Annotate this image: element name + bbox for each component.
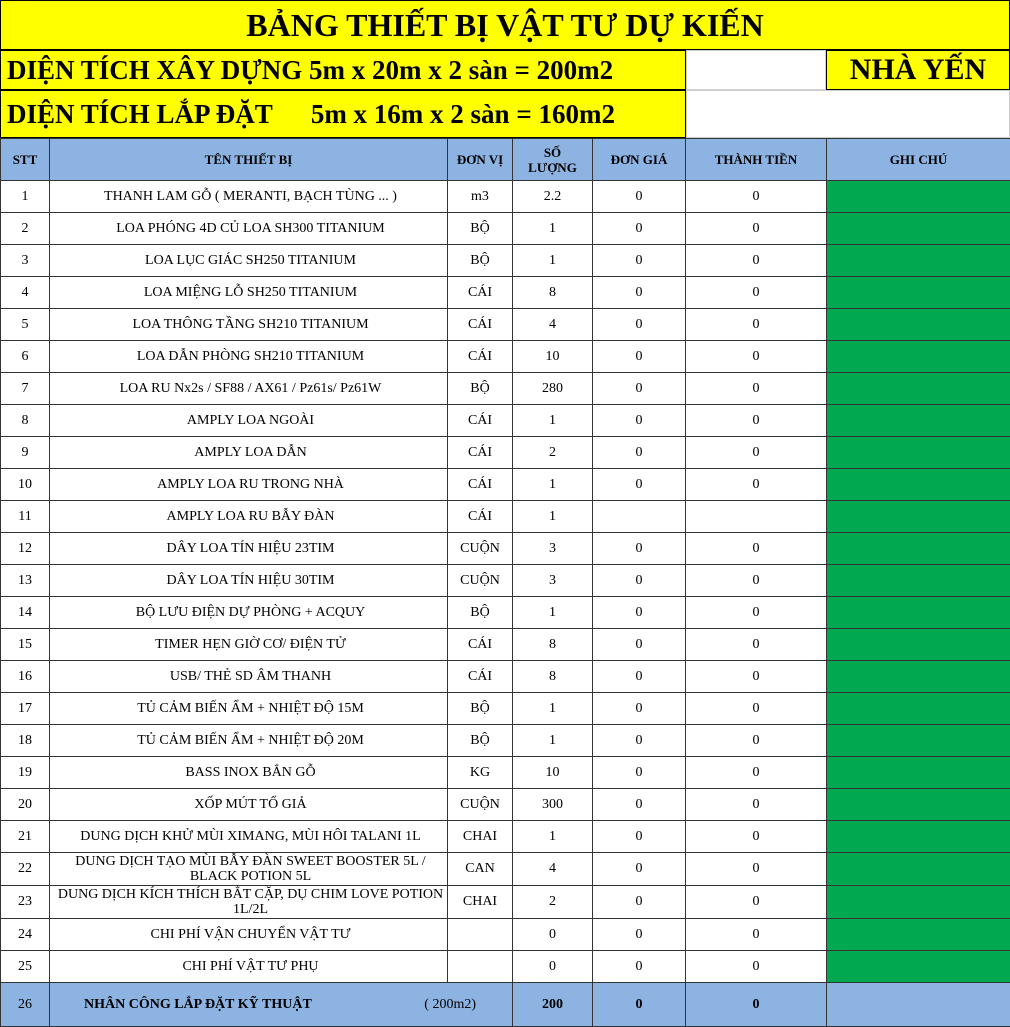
cell-name: TỦ CẢM BIẾN ẨM + NHIỆT ĐỘ 15M (50, 693, 448, 725)
cell-stt: 6 (1, 341, 50, 373)
cell-total: 0 (686, 629, 827, 661)
labor-name: NHÂN CÔNG LẮP ĐẶT KỸ THUẬT (84, 997, 312, 1013)
table-row (1, 277, 1010, 309)
cell-note (827, 181, 1010, 213)
table-row (1, 213, 1010, 245)
cell-qty: 280 (513, 373, 593, 405)
cell-name: BASS INOX BẮN GỖ (50, 757, 448, 789)
table-row (1, 757, 1010, 789)
cell-name: CHI PHÍ VẬT TƯ PHỤ (50, 951, 448, 983)
cell-name: AMPLY LOA RU BẪY ĐÀN (50, 501, 448, 533)
cell-total: 0 (686, 983, 827, 1027)
table-row (1, 469, 1010, 501)
cell-name: DÂY LOA TÍN HIỆU 30TIM (50, 565, 448, 597)
cell-note (827, 789, 1010, 821)
cell-qty: 8 (513, 629, 593, 661)
empty-cell (686, 50, 826, 90)
column-header-name: TÊN THIẾT BỊ (50, 139, 448, 181)
table-row (1, 597, 1010, 629)
cell-price: 0 (593, 725, 686, 757)
table-row (1, 919, 1010, 951)
table-row (1, 789, 1010, 821)
cell-price: 0 (593, 661, 686, 693)
cell-total: 0 (686, 245, 827, 277)
cell-unit: BỘ (448, 213, 513, 245)
cell-note (827, 661, 1010, 693)
cell-total: 0 (686, 405, 827, 437)
cell-name: USB/ THẺ SD ÂM THANH (50, 661, 448, 693)
cell-qty: 10 (513, 341, 593, 373)
cell-stt: 11 (1, 501, 50, 533)
cell-total: 0 (686, 821, 827, 853)
cell-note (827, 437, 1010, 469)
cell-note (827, 983, 1010, 1027)
cell-name: TỦ CẢM BIẾN ẨM + NHIỆT ĐỘ 20M (50, 725, 448, 757)
cell-name: DUNG DỊCH TẠO MÙI BẪY ĐÀN SWEET BOOSTER 5L / BLACK POTION 5L (50, 853, 448, 886)
cell-price: 0 (593, 951, 686, 983)
cell-price: 0 (593, 213, 686, 245)
cell-note (827, 757, 1010, 789)
cell-stt: 7 (1, 373, 50, 405)
column-header-qty: SỐ LƯỢNG (513, 139, 593, 181)
cell-unit: CHAI (448, 821, 513, 853)
cell-price: 0 (593, 437, 686, 469)
cell-price: 0 (593, 919, 686, 951)
cell-price: 0 (593, 886, 686, 919)
cell-stt: 10 (1, 469, 50, 501)
table-row (1, 661, 1010, 693)
cell-price: 0 (593, 277, 686, 309)
cell-total: 0 (686, 565, 827, 597)
cell-stt: 14 (1, 597, 50, 629)
cell-price: 0 (593, 405, 686, 437)
cell-total: 0 (686, 597, 827, 629)
column-header-total: THÀNH TIỀN (686, 139, 827, 181)
cell-qty: 4 (513, 853, 593, 886)
table-row (1, 629, 1010, 661)
cell-note (827, 405, 1010, 437)
cell-note (827, 725, 1010, 757)
table-row (1, 886, 1010, 919)
equipment-table (0, 138, 1010, 1027)
labor-area: ( 200m2) (424, 997, 476, 1013)
cell-stt: 18 (1, 725, 50, 757)
cell-unit: CÁI (448, 405, 513, 437)
install-area (0, 90, 686, 138)
cell-total: 0 (686, 373, 827, 405)
table-row (1, 181, 1010, 213)
cell-qty: 2 (513, 886, 593, 919)
cell-note (827, 951, 1010, 983)
column-header-note: GHI CHÚ (827, 139, 1010, 181)
cell-name: CHI PHÍ VẬN CHUYỂN VẬT TƯ (50, 919, 448, 951)
table-row (1, 341, 1010, 373)
table-row (1, 373, 1010, 405)
cell-name: AMPLY LOA DẪN (50, 437, 448, 469)
cell-note (827, 886, 1010, 919)
cell-qty: 1 (513, 405, 593, 437)
cell-price: 0 (593, 309, 686, 341)
table-row (1, 501, 1010, 533)
cell-stt: 8 (1, 405, 50, 437)
cell-price: 0 (593, 789, 686, 821)
table-row (1, 725, 1010, 757)
cell-name: DUNG DỊCH KÍCH THÍCH BẮT CẶP, DỤ CHIM LOVE POTION 1L/2L (50, 886, 448, 919)
cell-price: 0 (593, 565, 686, 597)
table-row (1, 951, 1010, 983)
cell-qty: 1 (513, 501, 593, 533)
cell-note (827, 501, 1010, 533)
cell-stt: 1 (1, 181, 50, 213)
cell-note (827, 373, 1010, 405)
cell-stt: 22 (1, 853, 50, 886)
cell-name: LOA MIỆNG LỖ SH250 TITANIUM (50, 277, 448, 309)
cell-price: 0 (593, 757, 686, 789)
cell-name: BỘ LƯU ĐIỆN DỰ PHÒNG + ACQUY (50, 597, 448, 629)
cell-note (827, 245, 1010, 277)
cell-price (593, 501, 686, 533)
cell-unit: CÁI (448, 661, 513, 693)
project-name: NHÀ YẾN (826, 50, 1010, 90)
cell-unit: CÁI (448, 277, 513, 309)
cell-stt: 23 (1, 886, 50, 919)
cell-stt: 21 (1, 821, 50, 853)
cell-note (827, 533, 1010, 565)
cell-unit: CHAI (448, 886, 513, 919)
cell-total: 0 (686, 789, 827, 821)
cell-qty: 0 (513, 919, 593, 951)
cell-unit: CÁI (448, 469, 513, 501)
cell-name: XỐP MÚT TỔ GIẢ (50, 789, 448, 821)
table-row (1, 821, 1010, 853)
column-header-stt: STT (1, 139, 50, 181)
cell-total: 0 (686, 437, 827, 469)
cell-total: 0 (686, 309, 827, 341)
empty-cell (686, 90, 1010, 138)
cell-name: THANH LAM GỖ ( MERANTI, BẠCH TÙNG ... ) (50, 181, 448, 213)
cell-name: LOA PHÓNG 4D CỦ LOA SH300 TITANIUM (50, 213, 448, 245)
cell-name: LOA RU Nx2s / SF88 / AX61 / Pz61s/ Pz61W (50, 373, 448, 405)
cell-total: 0 (686, 951, 827, 983)
cell-total: 0 (686, 757, 827, 789)
cell-price: 0 (593, 693, 686, 725)
cell-stt: 26 (1, 983, 50, 1027)
cell-total (686, 501, 827, 533)
cell-total: 0 (686, 341, 827, 373)
cell-unit: BỘ (448, 245, 513, 277)
cell-qty: 1 (513, 245, 593, 277)
cell-unit: KG (448, 757, 513, 789)
cell-stt: 24 (1, 919, 50, 951)
table-row (1, 437, 1010, 469)
cell-stt: 19 (1, 757, 50, 789)
cell-qty: 2.2 (513, 181, 593, 213)
cell-unit: CÁI (448, 309, 513, 341)
cell-total: 0 (686, 693, 827, 725)
cell-qty: 8 (513, 661, 593, 693)
cell-price: 0 (593, 373, 686, 405)
cell-unit: BỘ (448, 373, 513, 405)
cell-stt: 17 (1, 693, 50, 725)
cell-note (827, 213, 1010, 245)
cell-price: 0 (593, 469, 686, 501)
column-header-price: ĐƠN GIÁ (593, 139, 686, 181)
cell-unit: BỘ (448, 597, 513, 629)
cell-unit: CAN (448, 853, 513, 886)
cell-stt: 16 (1, 661, 50, 693)
cell-price: 0 (593, 181, 686, 213)
cell-stt: 9 (1, 437, 50, 469)
cell-qty: 3 (513, 565, 593, 597)
cell-unit (448, 919, 513, 951)
cell-unit: m3 (448, 181, 513, 213)
cell-stt: 2 (1, 213, 50, 245)
cell-unit (448, 951, 513, 983)
cell-name: TIMER HẸN GIỜ CƠ/ ĐIỆN TỬ (50, 629, 448, 661)
table-row (1, 693, 1010, 725)
cell-note (827, 277, 1010, 309)
table-row (1, 245, 1010, 277)
cell-unit: CUỘN (448, 565, 513, 597)
table-row (1, 533, 1010, 565)
cell-price: 0 (593, 533, 686, 565)
cell-total: 0 (686, 919, 827, 951)
cell-qty: 0 (513, 951, 593, 983)
cell-stt: 3 (1, 245, 50, 277)
cell-note (827, 341, 1010, 373)
cell-unit: CÁI (448, 629, 513, 661)
cell-unit: BỘ (448, 725, 513, 757)
cell-stt: 15 (1, 629, 50, 661)
cell-price: 0 (593, 341, 686, 373)
cell-labor-name (50, 983, 513, 1027)
cell-name: LOA THÔNG TẦNG SH210 TITANIUM (50, 309, 448, 341)
cell-stt: 13 (1, 565, 50, 597)
cell-note (827, 853, 1010, 886)
cell-unit: CUỘN (448, 533, 513, 565)
cell-total: 0 (686, 213, 827, 245)
cell-qty: 1 (513, 821, 593, 853)
cell-price: 0 (593, 821, 686, 853)
cell-stt: 4 (1, 277, 50, 309)
construction-area: DIỆN TÍCH XÂY DỰNG 5m x 20m x 2 sàn = 200m2 (0, 50, 686, 90)
cell-stt: 12 (1, 533, 50, 565)
cell-unit: CÁI (448, 341, 513, 373)
cell-price: 0 (593, 983, 686, 1027)
cell-price: 0 (593, 245, 686, 277)
cell-name: LOA DẪN PHÒNG SH210 TITANIUM (50, 341, 448, 373)
cell-note (827, 469, 1010, 501)
cell-price: 0 (593, 853, 686, 886)
install-area-label: DIỆN TÍCH LẮP ĐẶT (7, 99, 273, 130)
cell-name: AMPLY LOA RU TRONG NHÀ (50, 469, 448, 501)
cell-unit: CUỘN (448, 789, 513, 821)
cell-qty: 4 (513, 309, 593, 341)
cell-qty: 1 (513, 725, 593, 757)
table-row (1, 853, 1010, 886)
cell-unit: CÁI (448, 501, 513, 533)
table-row (1, 405, 1010, 437)
cell-note (827, 693, 1010, 725)
table-header-row (1, 139, 1010, 181)
cell-note (827, 597, 1010, 629)
cell-note (827, 919, 1010, 951)
cell-total: 0 (686, 661, 827, 693)
cell-note (827, 821, 1010, 853)
cell-name: DÂY LOA TÍN HIỆU 23TIM (50, 533, 448, 565)
cell-note (827, 565, 1010, 597)
table-row (1, 565, 1010, 597)
cell-stt: 20 (1, 789, 50, 821)
labor-row (1, 983, 1010, 1027)
cell-name: AMPLY LOA NGOÀI (50, 405, 448, 437)
cell-total: 0 (686, 853, 827, 886)
cell-stt: 5 (1, 309, 50, 341)
cell-stt: 25 (1, 951, 50, 983)
cell-total: 0 (686, 725, 827, 757)
cell-qty: 1 (513, 693, 593, 725)
cell-qty: 3 (513, 533, 593, 565)
cell-qty: 200 (513, 983, 593, 1027)
cell-total: 0 (686, 886, 827, 919)
cell-price: 0 (593, 629, 686, 661)
cell-qty: 1 (513, 469, 593, 501)
cell-unit: CÁI (448, 437, 513, 469)
cell-note (827, 309, 1010, 341)
cell-total: 0 (686, 469, 827, 501)
cell-unit: BỘ (448, 693, 513, 725)
cell-total: 0 (686, 533, 827, 565)
install-area-value: 5m x 16m x 2 sàn = 160m2 (311, 99, 615, 130)
cell-qty: 1 (513, 213, 593, 245)
cell-qty: 8 (513, 277, 593, 309)
cell-qty: 300 (513, 789, 593, 821)
cell-qty: 10 (513, 757, 593, 789)
table-row (1, 309, 1010, 341)
cell-note (827, 629, 1010, 661)
column-header-unit: ĐƠN VỊ (448, 139, 513, 181)
cell-price: 0 (593, 597, 686, 629)
cell-qty: 1 (513, 597, 593, 629)
cell-total: 0 (686, 277, 827, 309)
cell-qty: 2 (513, 437, 593, 469)
cell-total: 0 (686, 181, 827, 213)
sheet-title: BẢNG THIẾT BỊ VẬT TƯ DỰ KIẾN (0, 0, 1010, 50)
cell-name: LOA LỤC GIÁC SH250 TITANIUM (50, 245, 448, 277)
cell-name: DUNG DỊCH KHỬ MÙI XIMANG, MÙI HÔI TALANI 1L (50, 821, 448, 853)
